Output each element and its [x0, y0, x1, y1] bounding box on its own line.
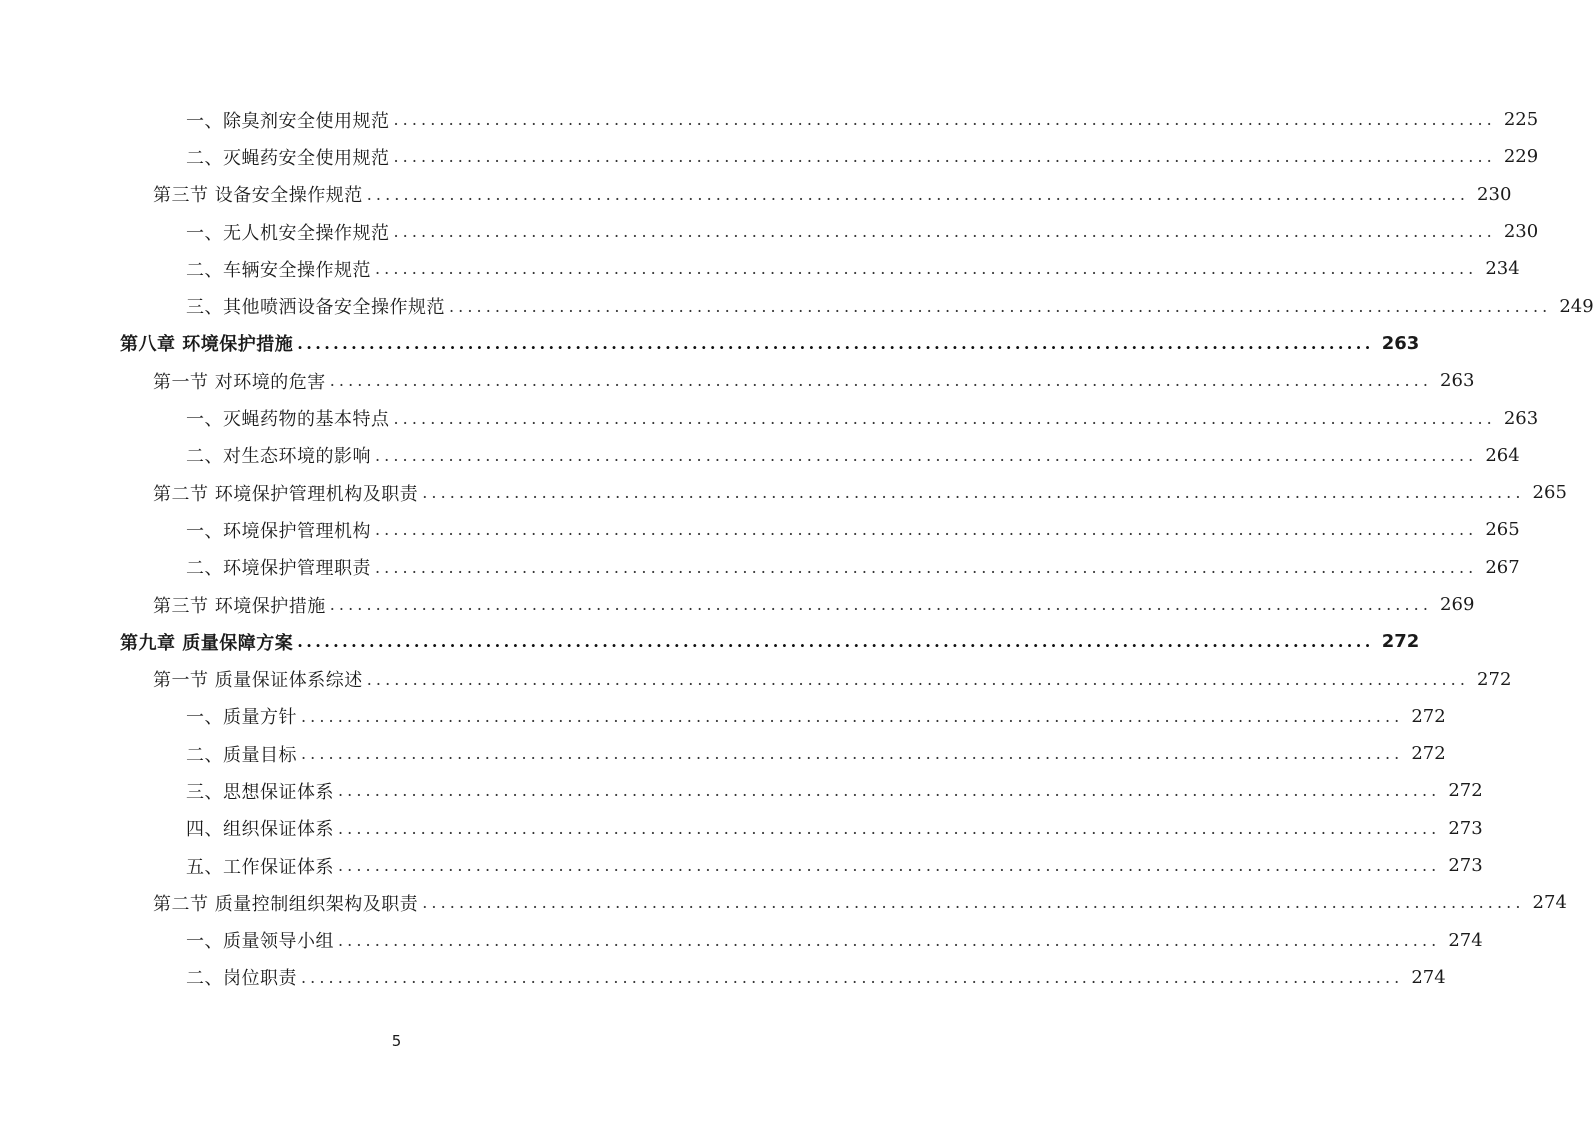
- dot-leader: ........................................................................................................................: [338, 818, 1441, 838]
- toc-entry-page: 274: [1411, 966, 1446, 988]
- toc-entry-page: 229: [1503, 146, 1539, 168]
- toc-entry-title: 一、质量方针: [186, 707, 297, 729]
- toc-entry-page: 264: [1485, 444, 1520, 466]
- toc-entry-title: 第三节 设备安全操作规范: [153, 185, 363, 207]
- dot-leader: ........................................................................................................................: [375, 520, 1478, 540]
- dot-leader: ........................................................................................................................: [329, 595, 1433, 614]
- toc-subsection-entry[interactable]: [0, 511, 1520, 548]
- dot-leader: ........................................................................................................................: [393, 408, 1496, 428]
- dot-leader: ........................................................................................................................: [422, 483, 1525, 503]
- page-number: 5: [391, 1032, 402, 1050]
- toc-entry-title: 五、工作保证体系: [186, 856, 334, 878]
- toc-section-entry[interactable]: [0, 362, 1475, 399]
- toc-entry-title: 二、车辆安全操作规范: [186, 259, 371, 281]
- toc-subsection-entry[interactable]: [0, 810, 1483, 847]
- dot-leader: ........................................................................................................................: [297, 632, 1374, 652]
- toc-subsection-entry[interactable]: [0, 213, 1539, 250]
- dot-leader: ........................................................................................................................: [297, 333, 1374, 353]
- toc-subsection-entry[interactable]: [0, 549, 1520, 586]
- toc-entry-page: 274: [1532, 892, 1567, 914]
- toc-entry-page: 272: [1411, 705, 1446, 727]
- dot-leader: ........................................................................................................................: [338, 781, 1441, 801]
- toc-entry-title: 第八章 环境保护措施: [120, 334, 294, 356]
- toc-entry-page: 272: [1448, 780, 1483, 802]
- dot-leader: ........................................................................................................................: [366, 184, 1470, 204]
- dot-leader: ........................................................................................................................: [338, 856, 1441, 876]
- dot-leader: ........................................................................................................................: [301, 706, 1404, 726]
- toc-entry-title: 第二节 质量控制组织架构及职责: [153, 893, 419, 915]
- dot-leader: ........................................................................................................................: [393, 222, 1496, 242]
- toc-entry-title: 一、灭蝇药物的基本特点: [186, 409, 390, 431]
- table-of-contents: [0, 101, 1594, 996]
- toc-entry-title: 第一节 对环境的危害: [153, 371, 326, 393]
- toc-section-entry[interactable]: [0, 474, 1567, 511]
- toc-subsection-entry[interactable]: [0, 437, 1520, 474]
- toc-subsection-entry[interactable]: [0, 959, 1446, 996]
- toc-entry-title: 第一节 质量保证体系综述: [153, 670, 363, 692]
- dot-leader: ........................................................................................................................: [393, 147, 1496, 167]
- toc-subsection-entry[interactable]: [0, 250, 1520, 287]
- toc-entry-title: 一、无人机安全操作规范: [186, 222, 390, 244]
- toc-entry-page: 230: [1503, 221, 1539, 243]
- toc-entry-page: 272: [1381, 631, 1420, 653]
- toc-subsection-entry[interactable]: [0, 399, 1539, 436]
- toc-entry-title: 第三节 环境保护措施: [153, 595, 326, 617]
- toc-section-entry[interactable]: [0, 884, 1567, 921]
- toc-section-entry[interactable]: [0, 176, 1512, 213]
- toc-entry-page: 274: [1448, 929, 1483, 951]
- toc-entry-page: 265: [1532, 482, 1567, 504]
- toc-entry-title: 二、质量目标: [186, 744, 297, 766]
- toc-entry-page: 273: [1448, 855, 1483, 877]
- toc-subsection-entry[interactable]: [0, 287, 1594, 324]
- dot-leader: ........................................................................................................................: [338, 930, 1441, 950]
- toc-entry-title: 一、质量领导小组: [186, 931, 334, 953]
- toc-entry-title: 二、环境保护管理职责: [186, 558, 371, 580]
- toc-chapter-entry[interactable]: [0, 325, 1420, 362]
- toc-section-entry[interactable]: [0, 586, 1475, 623]
- dot-leader: ........................................................................................................................: [375, 445, 1478, 465]
- toc-subsection-entry[interactable]: [0, 847, 1483, 884]
- toc-subsection-entry[interactable]: [0, 772, 1483, 809]
- toc-entry-page: 263: [1503, 407, 1539, 429]
- dot-leader: ........................................................................................................................: [449, 296, 1552, 316]
- dot-leader: ........................................................................................................................: [301, 967, 1404, 987]
- dot-leader: ........................................................................................................................: [329, 371, 1433, 391]
- dot-leader: ........................................................................................................................: [422, 893, 1525, 913]
- dot-leader: ........................................................................................................................: [366, 669, 1470, 689]
- toc-entry-title: 三、思想保证体系: [186, 781, 334, 803]
- toc-entry-page: 263: [1440, 370, 1475, 392]
- toc-entry-title: 第九章 质量保障方案: [120, 632, 294, 654]
- toc-entry-title: 一、除臭剂安全使用规范: [186, 110, 390, 132]
- toc-entry-page: 267: [1485, 556, 1520, 578]
- toc-entry-page: 249: [1559, 295, 1594, 317]
- dot-leader: ........................................................................................................................: [375, 557, 1478, 577]
- toc-entry-title: 一、环境保护管理机构: [186, 520, 371, 542]
- toc-subsection-entry[interactable]: [0, 101, 1539, 138]
- toc-entry-page: 230: [1477, 183, 1512, 205]
- toc-entry-page: 272: [1477, 668, 1512, 690]
- toc-entry-title: 二、灭蝇药安全使用规范: [186, 147, 390, 169]
- toc-entry-page: 272: [1411, 743, 1446, 765]
- toc-section-entry[interactable]: [0, 660, 1512, 697]
- dot-leader: ........................................................................................................................: [375, 259, 1478, 279]
- toc-subsection-entry[interactable]: [0, 698, 1446, 735]
- toc-subsection-entry[interactable]: [0, 922, 1483, 959]
- toc-subsection-entry[interactable]: [0, 735, 1446, 772]
- dot-leader: ........................................................................................................................: [301, 744, 1404, 764]
- toc-entry-title: 二、岗位职责: [186, 968, 297, 990]
- toc-entry-title: 三、其他喷洒设备安全操作规范: [186, 297, 445, 319]
- toc-entry-title: 二、对生态环境的影响: [186, 446, 371, 468]
- toc-chapter-entry[interactable]: [0, 623, 1420, 660]
- toc-entry-page: 273: [1448, 817, 1483, 839]
- dot-leader: ........................................................................................................................: [393, 110, 1496, 130]
- toc-entry-title: 四、组织保证体系: [186, 819, 334, 841]
- toc-entry-page: 234: [1485, 258, 1520, 280]
- toc-subsection-entry[interactable]: [0, 138, 1539, 175]
- toc-entry-page: 263: [1381, 332, 1420, 354]
- toc-entry-page: 269: [1440, 594, 1475, 615]
- toc-entry-page: 225: [1503, 109, 1539, 131]
- toc-entry-title: 第二节 环境保护管理机构及职责: [153, 483, 419, 505]
- toc-entry-page: 265: [1485, 519, 1520, 541]
